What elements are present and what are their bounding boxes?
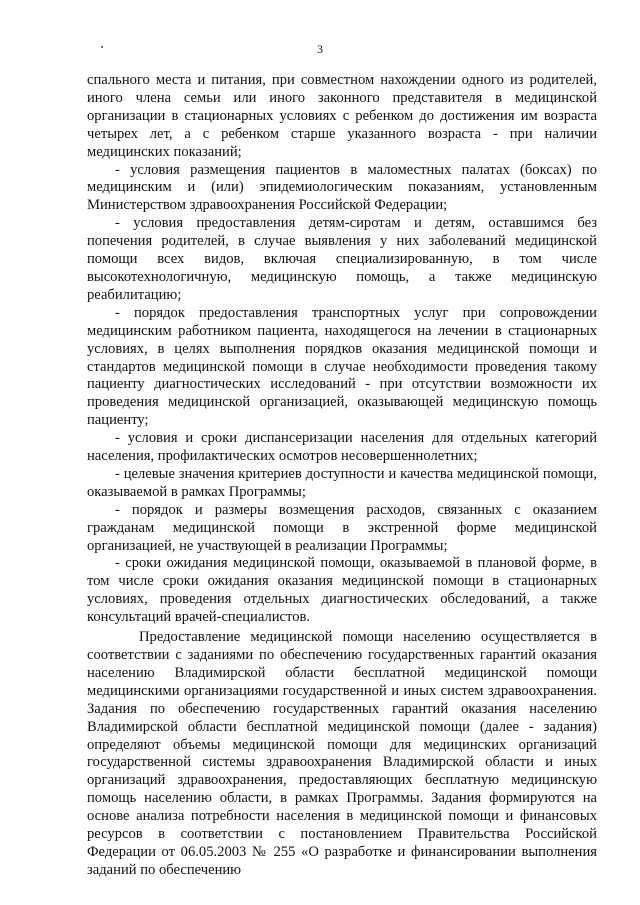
paragraph-assignments: Предоставление медицинской помощи населению осуществляется в соответствии с заданиями по обеспечению государственных гарантий оказания населению Владимирской области бесплатной медицинской помощи медицинскими организациями государственной и иных систем здравоохранения. Задания по обеспечению государственных гарантий оказания населению Владимирской области бесплатной медицинской помощи (далее - задания) определяют объемы медицинской помощи для медицинских организаций государственной системы здравоохранения Владимирской области и иных организаций здравоохранения, предоставляющих бесплатную медицинскую помощь населению области, в рамках Программы. Задания формируются на основе анализа потребности населения в медицинской помощи и финансовых ресурсов в соответствии с постановлением Правительства Российской Федерации от 06.05.2003 № 255 «О разработке и финансировании выполнения заданий по обеспечению [87, 629, 597, 878]
list-item-boxes: - условия размещения пациентов в маломестных палатах (боксах) по медицинским и (или) эпидемиологическим показаниям, установленным Министерством здравоохранения Российской Федерации; [87, 161, 597, 214]
list-item-orphans: - условия предоставления детям-сиротам и детям, оставшимся без попечения родителей, в случае выявления у них заболеваний медицинской помощи всех видов, включая специализированную, в том числе высокотехнологичную, медицинскую помощь, а также медицинскую реабилитацию; [87, 215, 597, 303]
list-item-transport: - порядок предоставления транспортных услуг при сопровождении медицинским работником пациента, находящегося на лечении в стационарных условиях, в целях выполнения порядков оказания медицинской помощи и стандартов медицинской помощи в случае необходимости проведения такому пациенту диагностических исследований - при отсутствии возможности их проведения медицинской организацией, оказывающей медицинскую помощь пациенту; [87, 304, 597, 429]
list-item-waiting-times: - сроки ожидания медицинской помощи, оказываемой в плановой форме, в том числе сроки ожидания оказания медицинской помощи в стационарных условиях, проведения отдельных диагностических обследований, а также консультаций врачей-специалистов. [87, 555, 597, 626]
list-item-dispensary: - условия и сроки диспансеризации населения для отдельных категорий населения, профилактических осмотров несовершеннолетних; [87, 430, 597, 465]
paragraph-continuation: спального места и питания, при совместном нахождении одного из родителей, иного члена семьи или иного законного представителя в медицинской организации в стационарных условиях с ребенком до достижения им возраста четырех лет, а с ребенком старше указанного возраста - при наличии медицинских показаний; [87, 72, 597, 160]
list-item-criteria: - целевые значения критериев доступности и качества медицинской помощи, оказываемой в рамках Программы; [87, 465, 597, 500]
body-text [87, 72, 597, 880]
scan-speck [101, 46, 103, 48]
page-number: 3 [317, 42, 323, 56]
list-item-reimbursement: - порядок и размеры возмещения расходов, связанных с оказанием гражданам медицинской помощи в экстренной форме медицинской организацией, не участвующей в реализации Программы; [87, 501, 597, 554]
